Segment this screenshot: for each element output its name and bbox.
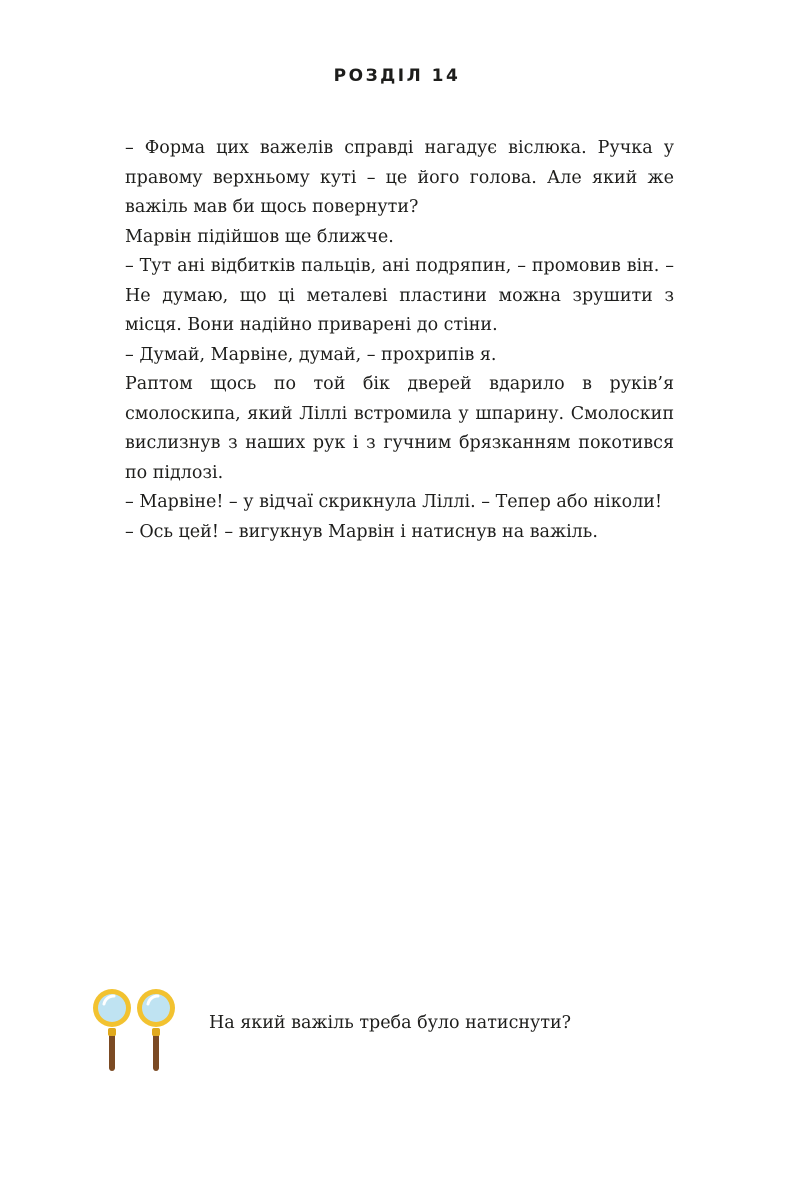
paragraph: Раптом щось по той бік дверей вдарило в руків’я смолоскипа, який Ліллі встромила у шпарину. Смолоскип вислизнув з наших рук і з гучним брязканням покотився по підлозі. [125,374,674,483]
paragraph: – Думай, Марвіне, думай, – прохрипів я. [125,344,497,365]
body-text [125,134,674,547]
paragraph: – Марвіне! – у відчаї скрикнула Ліллі. – Тепер або ніколи! [125,492,663,512]
quest-box [92,986,692,1076]
paragraph: – Тут ані відбитків пальців, ані подряпин, – промовив він. – Не думаю, що ці металеві пластини можна зрушити з місця. Вони надійно приварені до стіни. [125,256,674,335]
quest-question: На який важіль треба було натиснути? [209,1013,572,1033]
chapter-heading: РОЗДІЛ 14 [333,66,461,86]
paragraph: – Ось цей! – вигукнув Марвін і натиснув на важіль. [125,521,598,542]
magnifying-glasses-icon [92,986,184,1076]
paragraph: Марвін підійшов ще ближче. [125,226,394,247]
paragraph: – Форма цих важелів справді нагадує віслюка. Ручка у правому верхньому куті – це його голова. Але який же важіль мав би щось повернути? [125,138,674,217]
